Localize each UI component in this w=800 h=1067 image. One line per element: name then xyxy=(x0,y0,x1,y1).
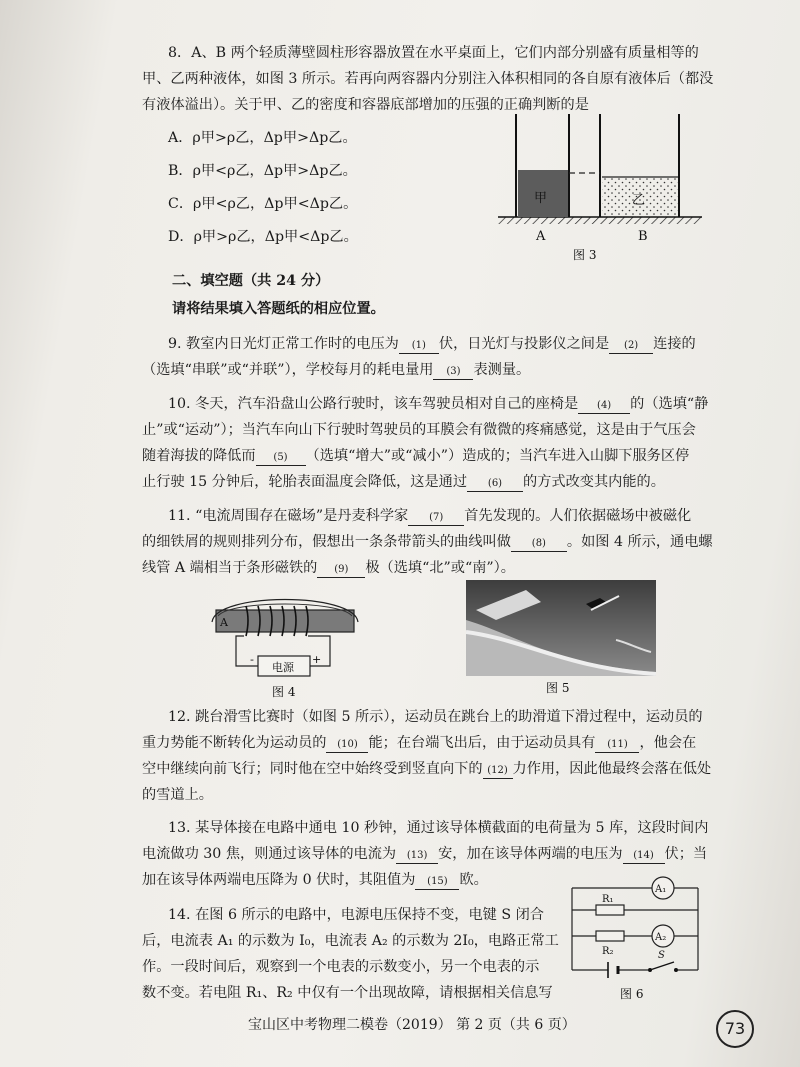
answer-blank-2: (2) xyxy=(609,339,653,354)
svg-text:S: S xyxy=(658,950,665,961)
answer-blank-13: (13) xyxy=(396,849,438,864)
q8-line1: 8．A、B 两个轻质薄壁圆柱形容器放置在水平桌面上，它们内部分别盛有质量相等的 xyxy=(168,45,699,61)
figure-6-caption: 图 6 xyxy=(620,987,644,1001)
section-instruction: 请将结果填入答题纸的相应位置。 xyxy=(172,301,385,317)
resistor-r2 xyxy=(596,931,624,941)
resistor-r1 xyxy=(596,905,624,915)
iron-core xyxy=(216,610,354,632)
table-surface xyxy=(498,217,702,224)
q10-line2: 止”或“运动”）；当汽车向山下行驶时驾驶员的耳膜会有微微的疼痛感觉，这是由于气压会 xyxy=(142,422,696,438)
q13-line2: 电流做功 30 焦，则通过该导体的电流为 (13) 安，加在该导体两端的电压为 (14) 伏；当 xyxy=(142,846,708,862)
q8-option-a: A．ρ甲>ρ乙，Δp甲>Δp乙。 xyxy=(168,130,357,146)
q9-line1: 9. 教室内日光灯正常工作时的电压为 (1) 伏，日光灯与投影仪之间是 (2) 连接的 xyxy=(168,336,696,352)
svg-text:A₁: A₁ xyxy=(655,884,667,895)
q10-line1: 10. 冬天，汽车沿盘山公路行驶时，该车驾驶员相对自己的座椅是 (4) 的（选填“静 xyxy=(168,396,709,412)
q10-line4: 止行驶 15 分钟后，轮胎表面温度会降低，这是通过 (6) 的方式改变其内能的。 xyxy=(142,474,665,490)
answer-blank-10: (10) xyxy=(326,738,368,753)
q13-line1: 13. 某导体接在电路中通电 10 秒钟，通过该导体横截面的电荷量为 5 库，这段时间内 xyxy=(168,820,709,836)
answer-blank-4: (4) xyxy=(578,399,630,414)
q11-line2: 的细铁屑的规则排列分布，假想出一条条带箭头的曲线叫做 (8) 。如图 4 所示，通电螺 xyxy=(142,534,713,550)
q14-line1: 14. 在图 6 所示的电路中，电源电压保持不变，电键 S 闭合 xyxy=(168,907,544,923)
label-container-a: A xyxy=(536,229,546,244)
label-jia: 甲 xyxy=(534,191,548,206)
q8-line3: 有液体溢出）。关于甲、乙的密度和容器底部增加的压强的正确判断的是 xyxy=(142,97,589,113)
q12-line4: 的雪道上。 xyxy=(142,787,213,803)
label-container-b: B xyxy=(638,229,648,244)
q8-option-b: B．ρ甲<ρ乙，Δp甲>Δp乙。 xyxy=(168,163,357,179)
figure-4-solenoid xyxy=(200,586,370,700)
figure-5-ski-jump-photo xyxy=(466,580,656,696)
q8-option-c: C．ρ甲<ρ乙，Δp甲<Δp乙。 xyxy=(168,196,358,212)
answer-blank-15: (15) xyxy=(415,875,459,890)
label-solenoid-a: A xyxy=(220,616,228,629)
figure-3-caption: 图 3 xyxy=(573,248,597,262)
switch-s xyxy=(650,962,674,970)
section-heading: 二、填空题（共 24 分） xyxy=(172,273,330,289)
figure-4-caption: 图 4 xyxy=(272,685,296,699)
figure-5-caption: 图 5 xyxy=(546,681,570,695)
q14-line4: 数不变。若电阻 R₁、R₂ 中仅有一个出现故障，请根据相关信息写 xyxy=(142,985,553,1001)
label-yi: 乙 xyxy=(632,193,646,208)
answer-blank-1: (1) xyxy=(399,339,439,354)
q14-line2: 后，电流表 A₁ 的示数为 I₀，电流表 A₂ 的示数为 2I₀，电路正常工 xyxy=(142,933,559,949)
svg-text:R₂: R₂ xyxy=(602,946,614,957)
answer-blank-5: (5) xyxy=(256,451,306,466)
svg-text:电源: 电源 xyxy=(272,661,294,674)
q11-line1: 11. “电流周围存在磁场”是丹麦科学家 (7) 首先发现的。人们依据磁场中被磁化 xyxy=(168,508,692,524)
svg-text:-: - xyxy=(250,653,254,666)
page-number-badge: 73 xyxy=(716,1010,754,1048)
q8-option-d: D．ρ甲>ρ乙，Δp甲<Δp乙。 xyxy=(168,229,358,245)
q8-line2: 甲、乙两种液体，如图 3 所示。若再向两容器内分别注入体积相同的各自原有液体后（都没 xyxy=(142,71,714,87)
answer-blank-7: (7) xyxy=(408,511,464,526)
q10-line3: 随着海拔的降低而 (5) （选填“增大”或“减小”）造成的；当汽车进入山脚下服务区停 xyxy=(142,448,690,464)
svg-text:+: + xyxy=(312,653,322,666)
q13-line3: 加在该导体两端电压降为 0 伏时，其阻值为 (15) 欧。 xyxy=(142,872,488,888)
answer-blank-12: (12) xyxy=(483,764,513,779)
q12-line1: 12. 跳台滑雪比赛时（如图 5 所示），运动员在跳台上的助滑道下滑过程中，运动员的 xyxy=(168,709,703,725)
answer-blank-9: (9) xyxy=(317,563,365,578)
q12-line3: 空中继续向前飞行；同时他在空中始终受到竖直向下的 (12) 力作用，因此他最终会落在低处 xyxy=(142,761,712,777)
answer-blank-3: (3) xyxy=(433,365,473,380)
svg-text:A₂: A₂ xyxy=(655,932,667,943)
svg-text:R₁: R₁ xyxy=(602,894,614,905)
answer-blank-6: (6) xyxy=(467,477,523,492)
q9-line2: （选填“串联”或“并联”），学校每月的耗电量用 (3) 表测量。 xyxy=(142,362,531,378)
answer-blank-8: (8) xyxy=(511,537,567,552)
answer-blank-11: (11) xyxy=(595,738,639,753)
page-footer: 宝山区中考物理二模卷（2019） 第 2 页（共 6 页） xyxy=(248,1017,576,1033)
q14-line3: 作。一段时间后，观察到一个电表的示数变小，另一个电表的示 xyxy=(142,959,540,975)
q11-line3: 线管 A 端相当于条形磁铁的 (9) 极（选填“北”或“南”）。 xyxy=(142,560,515,576)
figure-3-containers xyxy=(498,114,706,264)
figure-6-circuit xyxy=(566,874,708,1006)
q12-line2: 重力势能不断转化为运动员的 (10) 能；在台端飞出后，由于运动员具有 (11) ，他会在 xyxy=(142,735,697,751)
answer-blank-14: (14) xyxy=(623,849,665,864)
